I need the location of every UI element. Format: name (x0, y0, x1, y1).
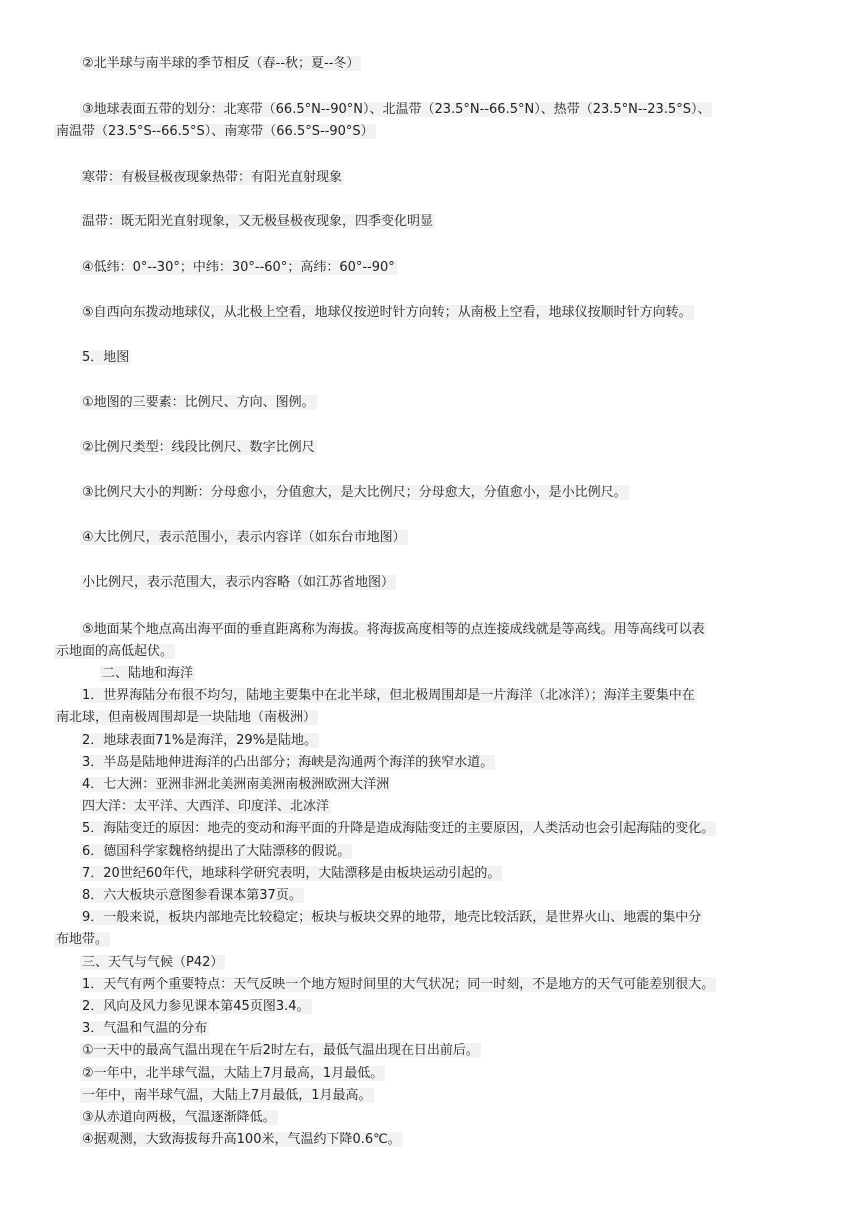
paragraph-line: ②比例尺类型：线段比例尺、数字比例尺 (82, 440, 315, 455)
paragraph-line: ⑤自西向东拨动地球仪，从北极上空看，地球仪按逆时针方向转；从南极上空看，地球仪按顺时针方向转。 (82, 305, 692, 320)
paragraph-line: 布地带。 (56, 932, 109, 947)
paragraph-line: ①一天中的最高气温出现在午后2时左右，最低气温出现在日出前后。 (82, 1043, 479, 1058)
paragraph-line: 4．七大洲：亚洲非洲北美洲南美洲南极洲欧洲大洋洲 (82, 777, 390, 792)
paragraph-line: 7．20世纪60年代，地球科学研究表明，大陆漂移是由板块运动引起的。 (82, 866, 501, 881)
paragraph-line: ④据观测，大致海拔每升高100米，气温约下降0.6℃。 (82, 1132, 401, 1147)
paragraph-line: 3．半岛是陆地伸进海洋的凸出部分；海峡是沟通两个海洋的狭窄水道。 (82, 755, 494, 770)
paragraph-line: ①地图的三要素：比例尺、方向、图例。 (82, 395, 315, 410)
paragraph-line: 南北球，但南极周围却是一块陆地（南极洲） (56, 710, 317, 725)
paragraph-line: ⑤地面某个地点高出海平面的垂直距离称为海拔。将海拔高度相等的点连接成线就是等高线。用等高线可以表 (82, 622, 705, 637)
paragraph-line: ②北半球与南半球的季节相反（春--秋；夏--冬） (82, 56, 360, 71)
paragraph-line: 示地面的高低起伏。 (56, 644, 174, 659)
paragraph-line: 寒带：有极昼极夜现象热带：有阳光直射现象 (82, 170, 343, 185)
paragraph-line: ③地球表面五带的划分：北寒带（66.5°N--90°N）、北温带（23.5°N--66.5°N）、热带（23.5°N--23.5°S）、 (82, 102, 711, 117)
paragraph-line: 南温带（23.5°S--66.5°S）、南寒带（66.5°S--90°S） (56, 124, 374, 139)
paragraph-line: 温带：既无阳光直射现象，又无极昼极夜现象，四季变化明显 (82, 214, 434, 229)
section-heading: 5．地图 (82, 350, 130, 365)
section-heading: 二、陆地和海洋 (102, 666, 194, 681)
paragraph-line: ④大比例尺，表示范围小，表示内容详（如东台市地图） (82, 530, 406, 545)
paragraph-line: 2．地球表面71%是海洋，29%是陆地。 (82, 733, 318, 748)
paragraph-line: 1．世界海陆分布很不均匀，陆地主要集中在北半球，但北极周围却是一片海洋（北冰洋）；海洋主要集中在 (82, 688, 695, 703)
paragraph-line: 2．风向及风力参见课本第45页图3.4。 (82, 999, 310, 1014)
paragraph-line: 3．气温和气温的分布 (82, 1021, 208, 1036)
paragraph-line: 6．德国科学家魏格纳提出了大陆漂移的假说。 (82, 844, 351, 859)
paragraph-line: 一年中，南半球气温，大陆上7月最低，1月最高。 (82, 1088, 372, 1103)
paragraph-line: 9．一般来说，板块内部地壳比较稳定；板块与板块交界的地带，地壳比较活跃，是世界火山、地震的集中分 (82, 910, 702, 925)
paragraph-line: ④低纬：0°--30°；中纬：30°--60°；高纬：60°--90° (82, 260, 395, 275)
paragraph-line: 8．六大板块示意图参看课本第37页。 (82, 888, 302, 903)
paragraph-line: 1．天气有两个重要特点：天气反映一个地方短时间里的大气状况；同一时刻，不是地方的天气可能差别很大。 (82, 977, 715, 992)
paragraph-line: 小比例尺，表示范围大，表示内容略（如江苏省地图） (82, 575, 395, 590)
paragraph-line: 5．海陆变迁的原因：地壳的变动和海平面的升降是造成海陆变迁的主要原因，人类活动也会引起海陆的变化。 (82, 821, 715, 836)
paragraph-line: ②一年中，北半球气温，大陆上7月最高，1月最低。 (82, 1066, 384, 1081)
paragraph-line: ③从赤道向两极，气温逐渐降低。 (82, 1110, 276, 1125)
paragraph-line: 四大洋：太平洋、大西洋、印度洋、北冰洋 (82, 799, 330, 814)
paragraph-line: ③比例尺大小的判断：分母愈小，分值愈大，是大比例尺；分母愈大，分值愈小，是小比例尺。 (82, 485, 627, 500)
section-heading: 三、天气与气候（P42） (82, 955, 224, 970)
